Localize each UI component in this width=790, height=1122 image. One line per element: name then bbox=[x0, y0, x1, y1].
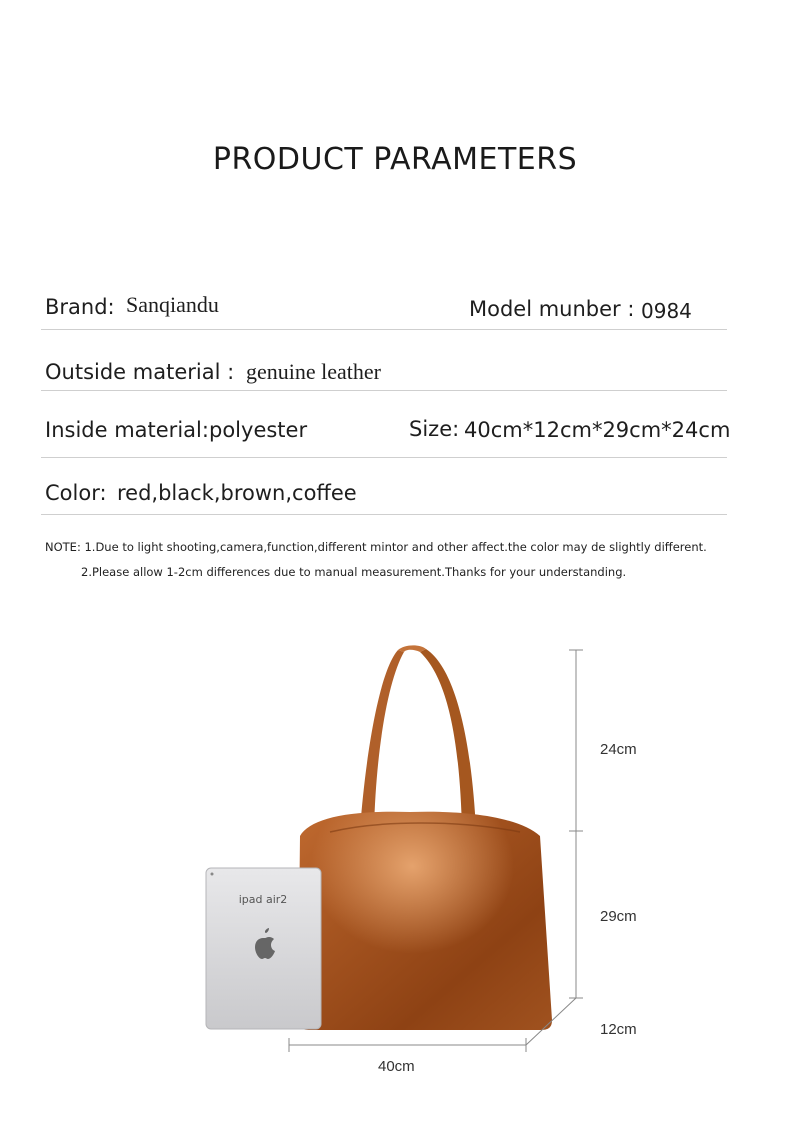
bag-body bbox=[298, 812, 552, 1030]
dimension-bag-width: 40cm bbox=[378, 1058, 415, 1075]
divider bbox=[41, 514, 727, 515]
size-label: Size: bbox=[409, 417, 460, 441]
divider bbox=[41, 329, 727, 330]
product-illustration bbox=[0, 600, 790, 1100]
note-line-1: NOTE: 1.Due to light shooting,camera,function,different mintor and other affect.the color may de slightly different. bbox=[45, 540, 707, 554]
inside-material-value: polyester bbox=[209, 418, 308, 442]
brand-label: Brand: bbox=[45, 295, 115, 319]
color-label: Color: bbox=[45, 481, 107, 505]
ipad-label: ipad air2 bbox=[238, 893, 288, 906]
inside-material-label: Inside material: bbox=[45, 418, 209, 442]
color-value: red,black,brown,coffee bbox=[117, 481, 357, 505]
dimension-bag-height: 29cm bbox=[600, 908, 637, 925]
divider bbox=[41, 457, 727, 458]
model-label: Model munber : bbox=[469, 297, 635, 321]
page-title: PRODUCT PARAMETERS bbox=[212, 142, 578, 177]
dimension-bag-depth: 12cm bbox=[600, 1021, 637, 1038]
divider bbox=[41, 390, 727, 391]
note-line-2: 2.Please allow 1-2cm differences due to manual measurement.Thanks for your understanding. bbox=[81, 565, 627, 579]
ipad-illustration bbox=[206, 868, 321, 1029]
bag-strap bbox=[360, 645, 476, 830]
model-value: 0984 bbox=[641, 299, 692, 323]
brand-value: Sanqiandu bbox=[126, 292, 219, 317]
size-value: 40cm*12cm*29cm*24cm bbox=[464, 418, 731, 442]
outside-material-value: genuine leather bbox=[246, 359, 381, 384]
dimension-strap-height: 24cm bbox=[600, 741, 637, 758]
outside-material-label: Outside material : bbox=[45, 360, 235, 384]
